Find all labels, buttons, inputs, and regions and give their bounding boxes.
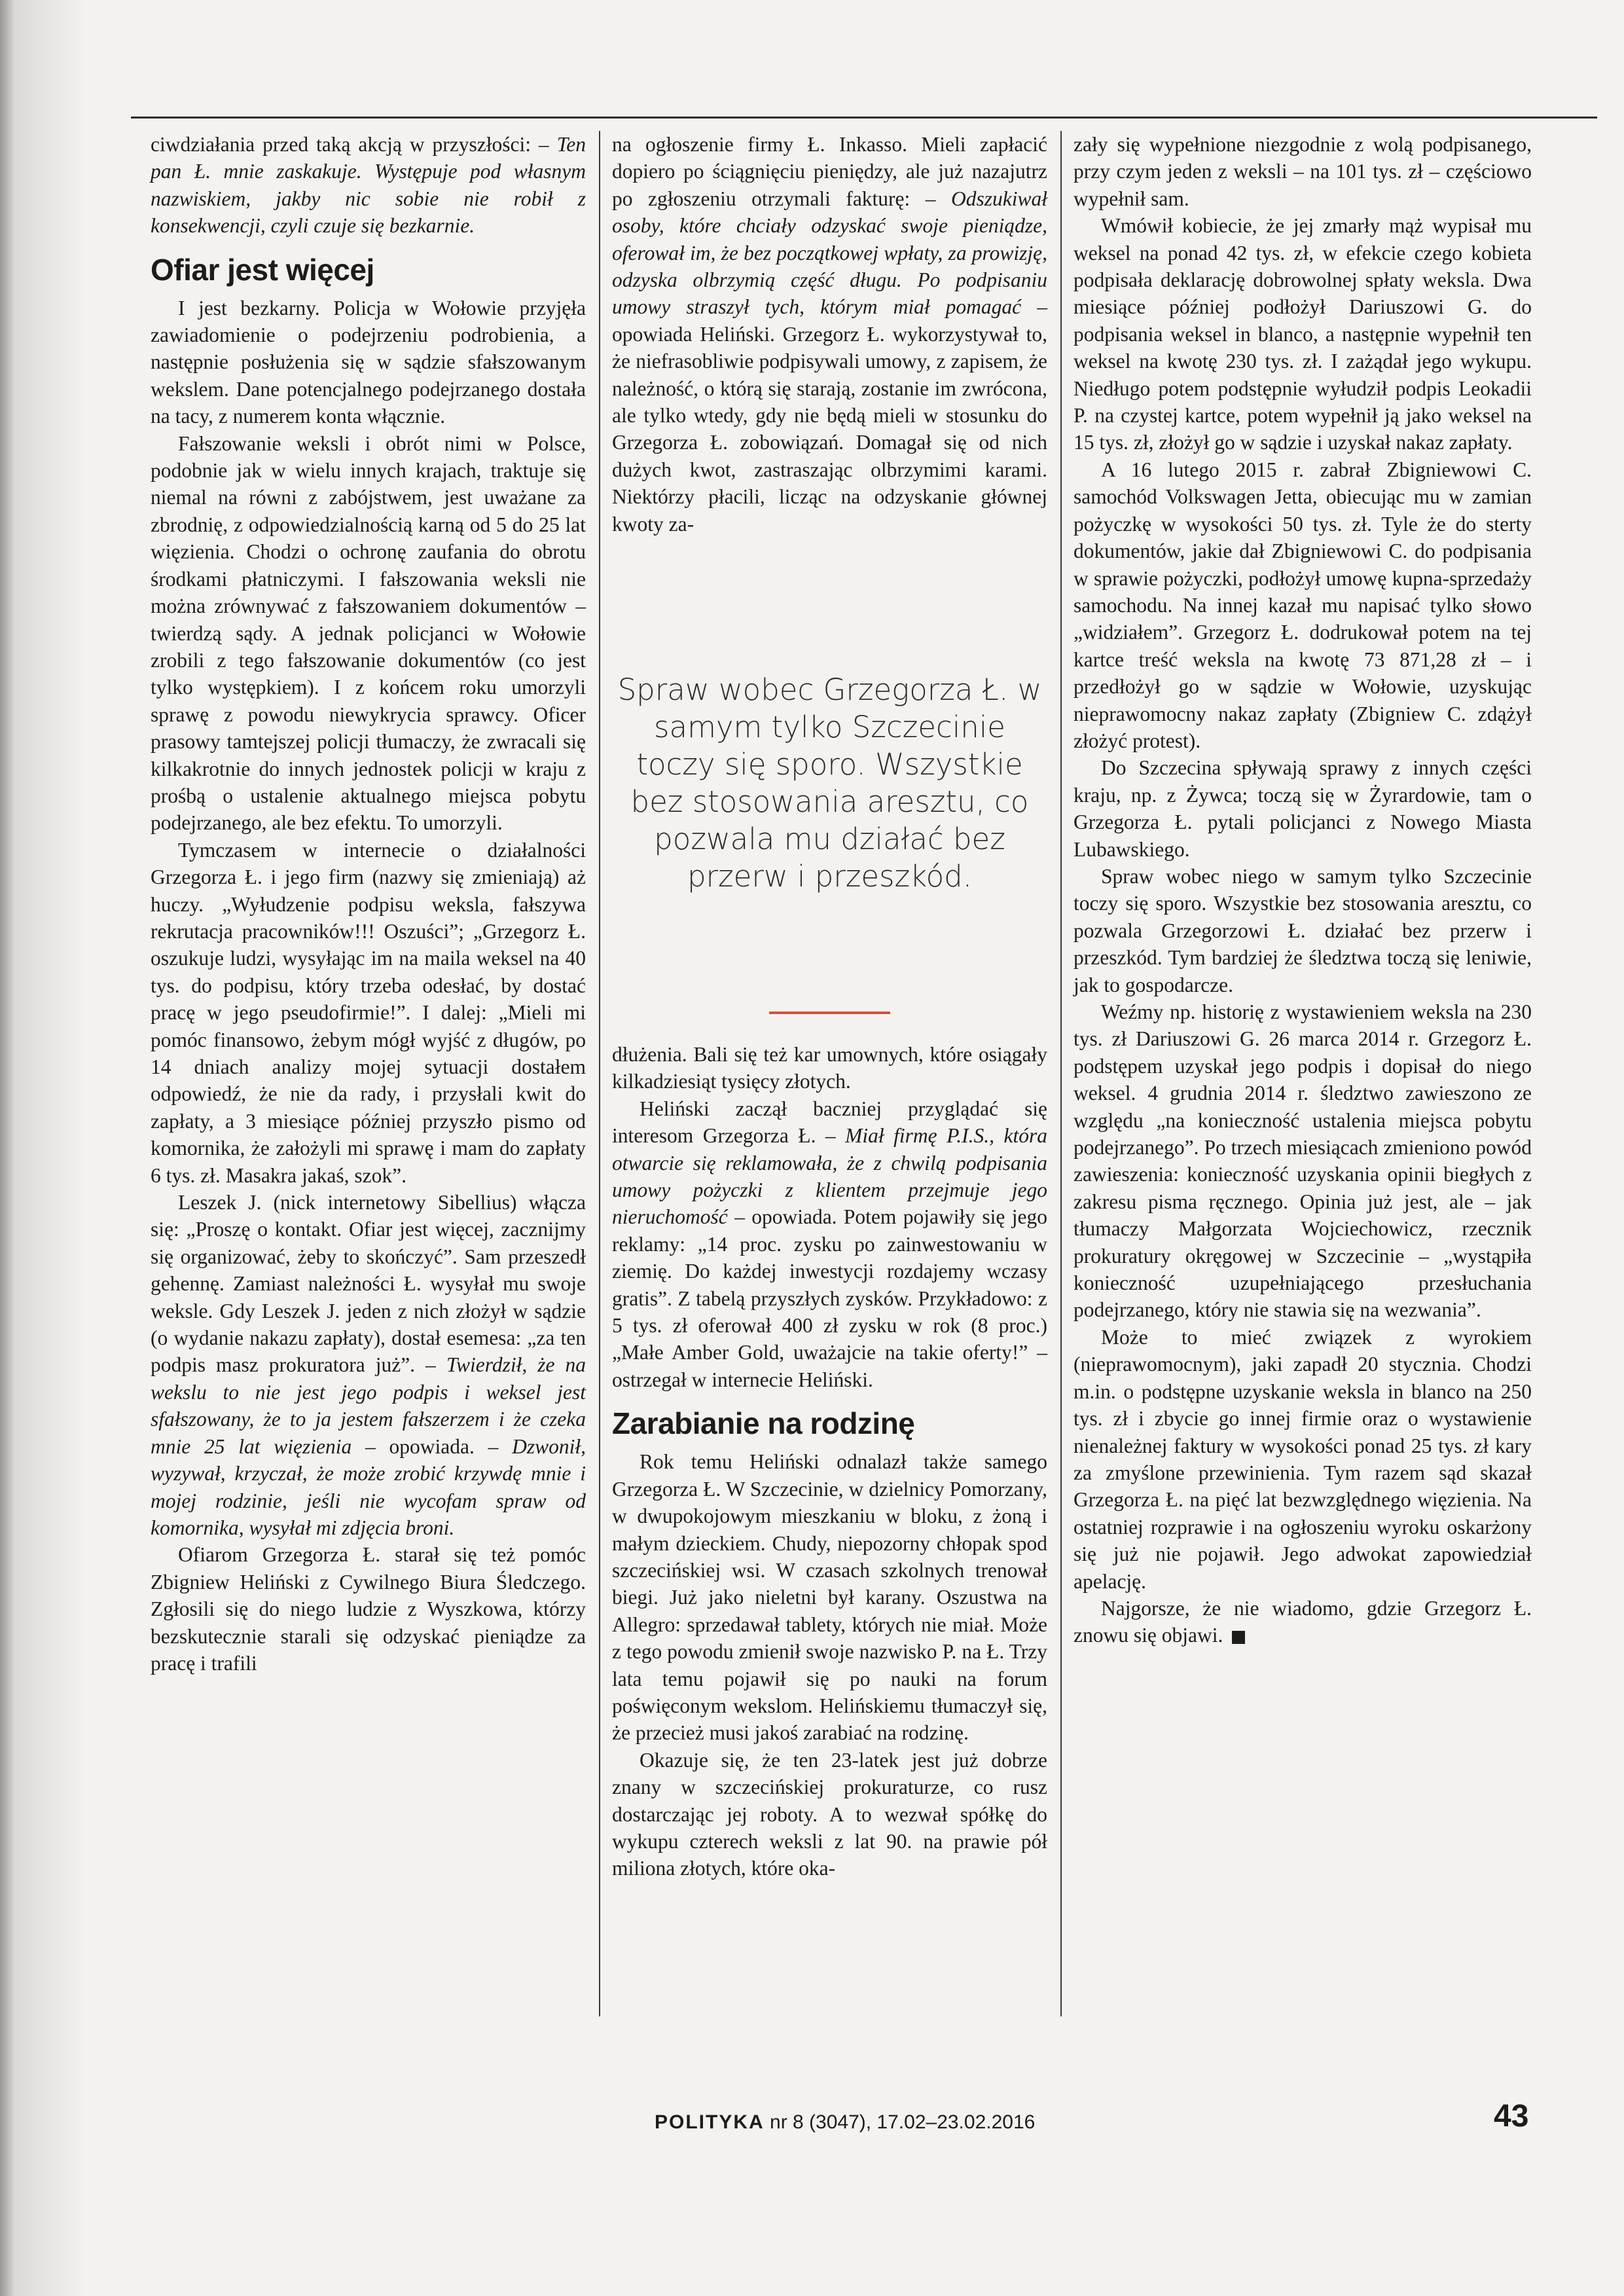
section-heading: Zarabianie na rodzinę (612, 1406, 915, 1441)
paragraph (612, 1747, 1047, 1882)
paragraph (1074, 863, 1532, 998)
pull-quote-rule (769, 1011, 890, 1014)
paragraph (612, 131, 1047, 538)
body-text: Do Szczecina spływają sprawy z innych części kraju, np. z Żywca; toczą się w Żyrardowie, tam o Grzegorza Ł. pytali policjanci z Nowego Miasta Lubawskiego. (1074, 756, 1532, 861)
column-3 (1074, 131, 1532, 1649)
body-text: Tymczasem w internecie o działalności Grzegorza Ł. i jego firm (nazwy się zmieniają) aż huczy. „Wyłudzenie podpisu weksla, fałszywa rekrutacja pracowników!!! Oszuści”; „Grzegorz Ł. oszukuje ludzi, wysyłając im na maila weksel na 40 tys. do podpisu, który trzeba odesłać, by dostać pracę w jego pseudofirmie!”. I dalej: „Mieli mi pomóc finansowo, żebym mógł wyjść z długów, po 14 dniach analizy mojej sytuacji dostałem odpowiedź, że nie da rady, i przysłali kwit do zapłaty, a 3 miesiące później przyszło pismo od komornika, że założyli mi sprawę i mam do zapłaty 6 tys. zł. Masakra jakaś, szok”. (151, 838, 586, 1187)
pull-quote: Spraw wobec Grzegorza Ł. w samym tylko Szczecinie toczy się sporo. Wszystkie bez stosowania aresztu, co pozwala mu działać bez przerw i przeszkód. (617, 672, 1042, 894)
body-text: ciwdziałania przed taką akcją w przyszłości: – (151, 133, 557, 156)
body-text: Najgorsze, że nie wiadomo, gdzie Grzegorz Ł. znowu się objawi. (1074, 1596, 1532, 1647)
paragraph (1074, 1324, 1532, 1595)
body-text: – opowiada. Potem pojawiły się jego reklamy: „14 proc. zysku po zainwestowaniu w ziemię. Do każdej inwestycji rozdajemy wczasy gratis”. Z tabelą przyszłych zysków. Przykładowo: z 5 tys. zł oferował 400 zł zysku w rok (8 proc.) „Małe Amber Gold, uważajcie na takie oferty!” – ostrzegał w internecie Heliński. (612, 1205, 1047, 1391)
body-text: Okazuje się, że ten 23-latek jest już dobrze znany w szczecińskiej prokuraturze, co rusz dostarczając jej roboty. A to wezwał spółkę do wykupu czterech weksli z lat 90. na prawie pół miliona złotych, które oka- (612, 1748, 1047, 1880)
quote-text: Odszukiwał osoby, które chciały odzyskać swoje pieniądze, oferował im, że bez początkowej wpłaty, za prowizję, odzyska olbrzymią część długu. Po podpisaniu umowy straszył tych, którym miał pomagać (612, 187, 1047, 319)
quote-text: Miał firmę P.I.S., która otwarcie się reklamowała, że z chwilą podpisania umowy pożyczki z klientem przejmuje jego nieruchomość (612, 1124, 1047, 1229)
paragraph (151, 131, 586, 240)
body-text: dłużenia. Bali się też kar umownych, które osiągały kilkadziesiąt tysięcy złotych. (612, 1043, 1047, 1093)
paragraph (1074, 998, 1532, 1324)
scan-edge (0, 0, 14, 2296)
paragraph (1074, 456, 1532, 754)
quote-text: Dzwonił, wyzywał, krzyczał, że może zrobić krzywdę mnie i mojej rodzinie, jeśli nie wycofam spraw od komornika, wysyłał mi zdjęcia broni. (151, 1434, 586, 1539)
body-text: zały się wypełnione niezgodnie z wolą podpisanego, przy czym jeden z weksli – na 101 tys. zł – częściowo wypełnił sam. (1074, 133, 1532, 210)
paragraph (1074, 1595, 1532, 1649)
quote-text: Ten pan Ł. mnie zaskakuje. Występuje pod własnym nazwiskiem, jakby nic sobie nie robił z konsekwencji, czyli czuje się bezkarnie. (151, 133, 586, 238)
paragraph (151, 1541, 586, 1677)
paragraph (612, 1448, 1047, 1746)
body-text: Ofiarom Grzegorza Ł. starał się też pomóc Zbigniew Heliński z Cywilnego Biura Śledczego. Zgłosili się do niego ludzie z Wyszkowa, którzy bezskutecznie starali się odzyskać pieniądze za pracę i trafili (151, 1543, 586, 1675)
body-text: I jest bezkarny. Policja w Wołowie przyjęła zawiadomienie o podejrzeniu podrobienia, a następnie posłużenia się w sądzie sfałszowanym wekslem. Dane potencjalnego podejrzanego dostała na tacy, z numerem konta włącznie. (151, 296, 586, 428)
body-text: Spraw wobec niego w samym tylko Szczecinie toczy się sporo. Wszystkie bez stosowania aresztu, co pozwala Grzegorzowi Ł. działać bez przerw i przeszkód. Tym bardziej że śledztwa toczą się leniwie, jak to gospodarcze. (1074, 864, 1532, 996)
quote-text: Twierdził, że na wekslu to nie jest jego podpis i weksel jest sfałszowany, że to ja jestem fałszerzem i że czeka mnie 25 lat więzienia (151, 1353, 586, 1458)
paragraph (151, 430, 586, 837)
paragraph (612, 1095, 1047, 1393)
body-text: na ogłoszenie firmy Ł. Inkasso. Mieli zapłacić dopiero po ściągnięciu pieniędzy, ale już nazajutrz po zgłoszeniu otrzymali fakturę: – (612, 133, 1047, 210)
body-text: A 16 lutego 2015 r. zabrał Zbigniewowi C. samochód Volkswagen Jetta, obiecując mu w zamian pożyczkę w wysokości 50 tys. zł. Tyle że do sterty dokumentów, jakie dał Zbigniewowi C. do podpisania w sprawie pożyczki, podłożył umowę kupna-sprzedaży samochodu. Na innej kazał mu napisać tylko słowo „widziałem”. Grzegorz Ł. dodrukował potem na tej kartce treść weksla na kwotę 73 871,28 zł – i przedłożył go w sądzie w Wołowie, uzyskując nieprawomocny nakaz zapłaty (Zbigniew C. zdążył złożyć protest). (1074, 458, 1532, 752)
paragraph (1074, 212, 1532, 456)
footer (655, 2111, 1035, 2134)
end-of-article-mark (1232, 1631, 1245, 1644)
column-1 (151, 131, 586, 1677)
body-text: Fałszowanie weksli i obrót nimi w Polsce, podobnie jak w wielu innych krajach, traktuje się niemal na równi z zabójstwem, jest uważane za zbrodnię, z odpowiedzialnością karną od 5 do 25 lat więzienia. Chodzi o ochronę zaufania do obrotu środkami płatniczymi. I fałszowania weksli nie można zrównywać z fałszowaniem dokumentów – twierdzą sądy. A jednak policjanci w Wołowie zrobili z tego fałszowanie dokumentów (co jest tylko występkiem). I z końcem roku umorzyli sprawę z powodu niewykrycia sprawcy. Oficer prasowy tamtejszej policji tłumaczy, że zwracali się kilkakrotnie do innych jednostek policji w kraju z prośbą o ustalenie aktualnego miejsca pobytu podejrzanego, ale bez efektu. To umorzyli. (151, 431, 586, 835)
page-shadow (14, 0, 86, 2296)
page-number: 43 (1494, 2099, 1529, 2134)
body-text: – opowiada. – (352, 1434, 513, 1458)
body-text: Heliński zaczął baczniej przyglądać się interesom Grzegorza Ł. – (612, 1097, 1047, 1148)
footer-brand: POLITYKA (655, 2111, 765, 2133)
body-text: Może to mieć związek z wyrokiem (nieprawomocnym), jaki zapadł 20 stycznia. Chodzi m.in. o podstępne uzyskanie weksla in blanco na 250 tys. zł i zbycie go innej firmie oraz o wystawienie nienależnej faktury w wysokości ponad 25 tys. zł kary za zmyślone przewinienia. Tym razem sąd skazał Grzegorza Ł. na pięć lat bezwzględnego więzienia. Na ostatniej rozprawie i na ogłoszeniu wyroku oskarżony się już nie pojawił. Jego adwokat zapowiedział apelację. (1074, 1325, 1532, 1593)
paragraph (151, 1189, 586, 1541)
body-text: Weźmy np. historię z wystawieniem weksla na 230 tys. zł Dariuszowi G. 26 marca 2014 r. Grzegorz Ł. podstępem uzyskał jego podpis i dopisał do niego weksel. 4 grudnia 2014 r. śledztwo zawieszono ze względu „na konieczność ustalenia miejsca pobytu podejrzanego”. Po trzech miesiącach zmieniono powód zawieszenia: konieczność uzyskania opinii biegłych z zakresu pisma ręcznego. Opinia już jest, ale – jak tłumaczy Małgorzata Wojciechowicz, rzecznik prokuratury okręgowej w Szczecinie – „wystąpiła konieczność uzupełniającego przesłuchania podejrzanego, który nie stawia się na wezwania”. (1074, 1000, 1532, 1322)
column-2-top (612, 131, 1047, 538)
paragraph (151, 295, 586, 430)
section-heading: Ofiar jest więcej (151, 252, 374, 287)
column-2-bottom (612, 1041, 1047, 1882)
paragraph (1074, 754, 1532, 863)
body-text: Rok temu Heliński odnalazł także samego Grzegorza Ł. W Szczecinie, w dzielnicy Pomorzany, w dwupokojowym mieszkaniu w bloku, z żoną i małym dzieckiem. Chudy, niepozorny chłopak spod szczecińskiej wsi. W czasach szkolnych trenował biegi. Już jako nieletni był karany. Oszustwa na Allegro: sprzedawał tablety, których nie miał. Może z tego powodu zmienił swoje nazwisko P. na Ł. Trzy lata temu pojawił się po nauki na forum poświęconym wekslom. Helińskiemu tłumaczył się, że przecież musi jakoś zarabiać na rodzinę. (612, 1450, 1047, 1745)
paragraph (1074, 131, 1532, 212)
column-divider-1 (599, 131, 600, 2016)
column-divider-2 (1060, 131, 1062, 2016)
paragraph (612, 1041, 1047, 1095)
top-rule (131, 117, 1597, 118)
paragraph (151, 837, 586, 1189)
body-text: Wmówił kobiecie, że jej zmarły mąż wypisał mu weksel na ponad 42 tys. zł, w efekcie czego kobieta podpisała deklarację dobrowolnej spłaty weksla. Dwa miesiące później podłożył Dariuszowi G. do podpisania weksel in blanco, a następnie wypełnił ten weksel na kwotę 230 tys. zł. I zażądał jego wykupu. Niedługo potem podstępnie wyłudził podpis Leokadii P. na czystej kartce, potem wypełnił ją jako weksel na 15 tys. zł, złożył go w sądzie i uzyskał nakaz zapłaty. (1074, 214, 1532, 454)
footer-issue: nr 8 (3047), 17.02–23.02.2016 (770, 2111, 1036, 2133)
body-text: Leszek J. (nick internetowy Sibellius) włącza się: „Proszę o kontakt. Ofiar jest więcej, zacznijmy się organizować, żeby to skończyć”. Sam przeszedł gehennę. Zamiast należności Ł. wysyłał mu swoje weksle. Gdy Leszek J. jeden z nich złożył w sądzie (o wydanie nakazu zapłaty), dostał esemesa: „za ten podpis masz prokuratora już”. – (151, 1191, 586, 1377)
body-text: – opowiada Heliński. Grzegorz Ł. wykorzystywał to, że niefrasobliwie podpisywali umowy, z zapisem, że należność, o którą się starają, zostanie im zwrócona, ale tylko wtedy, gdy nie będą mieli w stosunku do Grzegorza Ł. zobowiązań. Domagał się od nich dużych kwot, zastraszając olbrzymimi karami. Niektórzy płacili, licząc na odzyskanie głównej kwoty za- (612, 295, 1047, 536)
